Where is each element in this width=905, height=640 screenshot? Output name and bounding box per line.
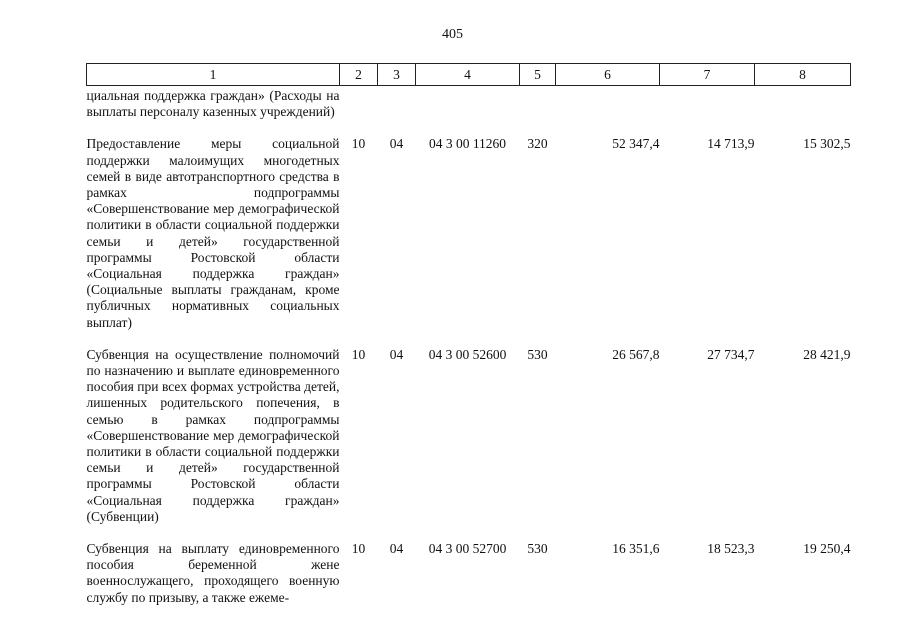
row-amount-col7: 14 713,9 [707,136,755,152]
column-header-5: 5 [520,64,556,86]
column-header-4: 4 [416,64,520,86]
column-header-2: 2 [340,64,378,86]
row-subsection: 04 [389,346,404,362]
row-amount-col6: 52 347,4 [612,136,660,152]
table-row [87,525,851,606]
row-amount-col8: 28 421,9 [803,346,851,362]
page-number: 405 [442,27,463,42]
row-subsection [378,86,416,121]
table-row [87,120,851,330]
row-amount-col8: 15 302,5 [803,136,851,152]
row-target-article: 04 3 00 52600 [428,346,507,362]
column-header-8: 8 [755,64,851,86]
table-row [87,331,851,525]
row-expense-type: 320 [527,136,548,152]
row-description: Субвенция на осуществление полномочий по назначению и выплате единовременного пособия при всех формах устройства детей, лишенных родительского попечения, в семью в рамках подпрограммы «Совершенствование мер демографической политики в области социальной поддержки семьи и детей» государственной программы Ростовской области «Социальная поддержка граждан» (Субвенции) [86,346,340,524]
row-description: Предоставление меры социальной поддержки малоимущих многодетных семей в виде автотранспортного средства в рамках подпрограммы «Совершенствование мер демографической политики в области социальной поддержки семьи и детей» государственной программы Ростовской области «Социальная поддержка граждан» (Социальные выплаты гражданам, кроме публичных нормативных социальных выплат) [86,136,340,330]
table-row [87,86,851,121]
row-expense-type [520,86,556,121]
row-amount-col6: 26 567,8 [612,346,660,362]
column-header-3: 3 [378,64,416,86]
row-subsection: 04 [389,541,404,557]
row-amount-col7 [660,86,755,121]
row-section: 10 [351,346,366,362]
row-description: циальная поддержка граждан» (Расходы на выплаты персоналу казенных учреждений) [86,88,340,120]
row-section: 10 [351,136,366,152]
row-amount-col8: 19 250,4 [803,541,851,557]
row-section: 10 [351,541,366,557]
row-target-article [416,86,520,121]
row-amount-col7: 27 734,7 [707,346,755,362]
table-header-row [87,64,851,86]
row-section [340,86,378,121]
row-expense-type: 530 [527,346,548,362]
column-header-1: 1 [87,64,340,86]
budget-table [86,63,851,606]
row-amount-col6: 16 351,6 [612,541,660,557]
column-header-7: 7 [660,64,755,86]
row-amount-col8 [755,86,851,121]
row-description: Субвенция на выплату единовременного пособия беременной жене военнослужащего, проходящего военную службу по призыву, а также ежеме- [86,541,340,605]
row-amount-col7: 18 523,3 [707,541,755,557]
row-amount-col6 [556,86,660,121]
row-target-article: 04 3 00 52700 [428,541,507,557]
row-expense-type: 530 [527,541,548,557]
row-target-article: 04 3 00 11260 [428,136,507,152]
row-subsection: 04 [389,136,404,152]
column-header-6: 6 [556,64,660,86]
